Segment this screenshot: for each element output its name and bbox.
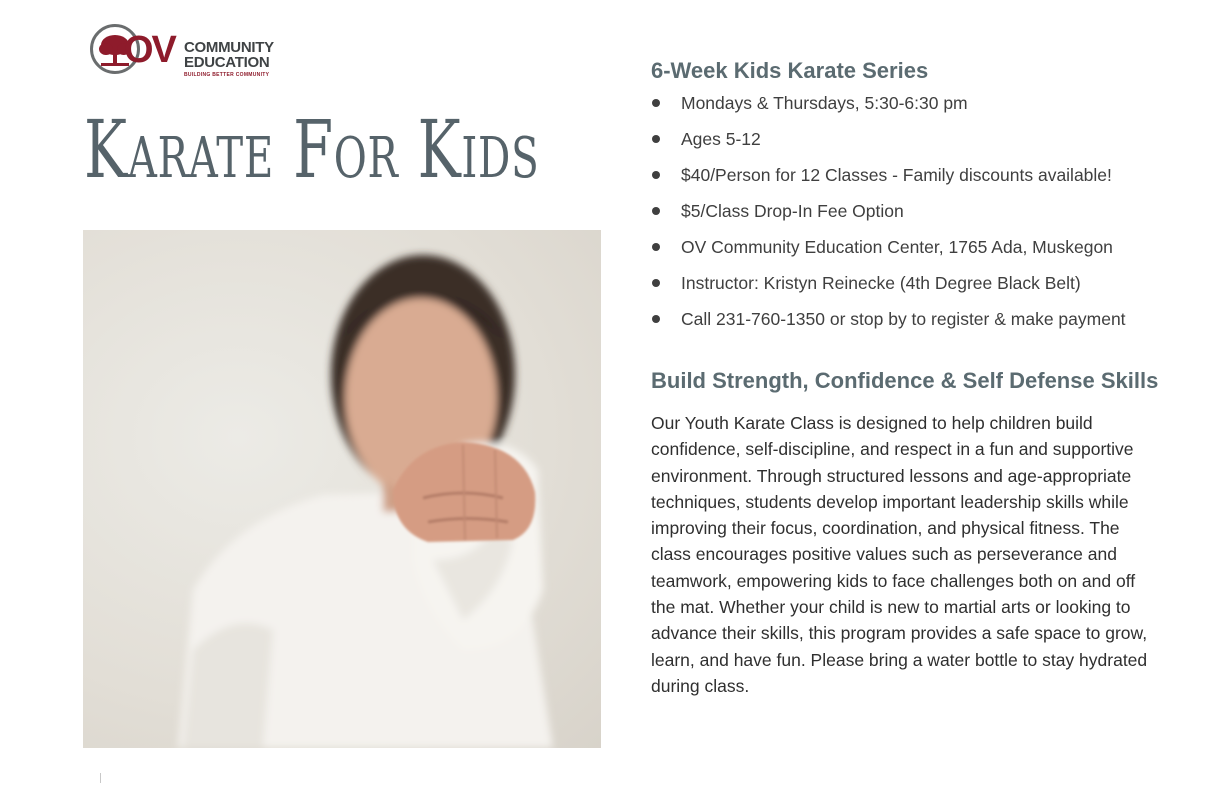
about-heading: Build Strength, Confidence & Self Defense Skills bbox=[651, 368, 1159, 393]
details-column bbox=[651, 56, 1161, 699]
list-item bbox=[651, 198, 1161, 224]
logo-education-text: EDUCATION bbox=[184, 54, 270, 71]
list-item-text: $40/Person for 12 Classes - Family discounts available! bbox=[681, 165, 1112, 185]
about-section bbox=[651, 366, 1161, 699]
bullet-icon bbox=[652, 207, 660, 215]
list-item bbox=[651, 90, 1161, 116]
list-item-text: Ages 5-12 bbox=[681, 129, 761, 149]
list-item bbox=[651, 234, 1161, 260]
list-item-text: Call 231-760-1350 or stop by to register & make payment bbox=[681, 309, 1126, 329]
bullet-icon bbox=[652, 99, 660, 107]
list-item bbox=[651, 270, 1161, 296]
bullet-icon bbox=[652, 135, 660, 143]
page-title: Karate For Kids bbox=[84, 103, 540, 196]
bullet-icon bbox=[652, 243, 660, 251]
list-item-text: Mondays & Thursdays, 5:30-6:30 pm bbox=[681, 93, 968, 113]
series-heading: 6-Week Kids Karate Series bbox=[651, 58, 929, 83]
list-item-text: OV Community Education Center, 1765 Ada, Muskegon bbox=[681, 237, 1113, 257]
list-item bbox=[651, 162, 1161, 188]
bullet-icon bbox=[652, 171, 660, 179]
list-item-text: $5/Class Drop-In Fee Option bbox=[681, 201, 904, 221]
bullet-icon bbox=[652, 279, 660, 287]
list-item bbox=[651, 306, 1161, 332]
bullet-icon bbox=[652, 315, 660, 323]
ov-community-education-logo bbox=[90, 24, 300, 82]
list-item-text: Instructor: Kristyn Reinecke (4th Degree Black Belt) bbox=[681, 273, 1081, 293]
list-item bbox=[651, 126, 1161, 152]
page-marker bbox=[100, 773, 101, 783]
about-body-text: Our Youth Karate Class is designed to help children build confidence, self-discipline, and respect in a fun and supportive environment. Through structured lessons and age-appropriate techniques, students develop important leadership skills while improving their focus, coordination, and physical fitness. The class encourages positive values such as perseverance and teamwork, empowering kids to face challenges both on and off the mat. Whether your child is new to martial arts or looking to advance their skills, this program provides a safe space to grow, learn, and have fun. Please bring a water bottle to stay hydrated during class. bbox=[651, 413, 1148, 696]
logo-community-text: COMMUNITY bbox=[184, 39, 274, 56]
series-details-list bbox=[651, 90, 1161, 332]
child-punching-photo bbox=[83, 230, 601, 748]
logo-tagline: BUILDING BETTER COMMUNITY bbox=[184, 72, 270, 78]
logo-ov-text: OV bbox=[124, 29, 175, 71]
